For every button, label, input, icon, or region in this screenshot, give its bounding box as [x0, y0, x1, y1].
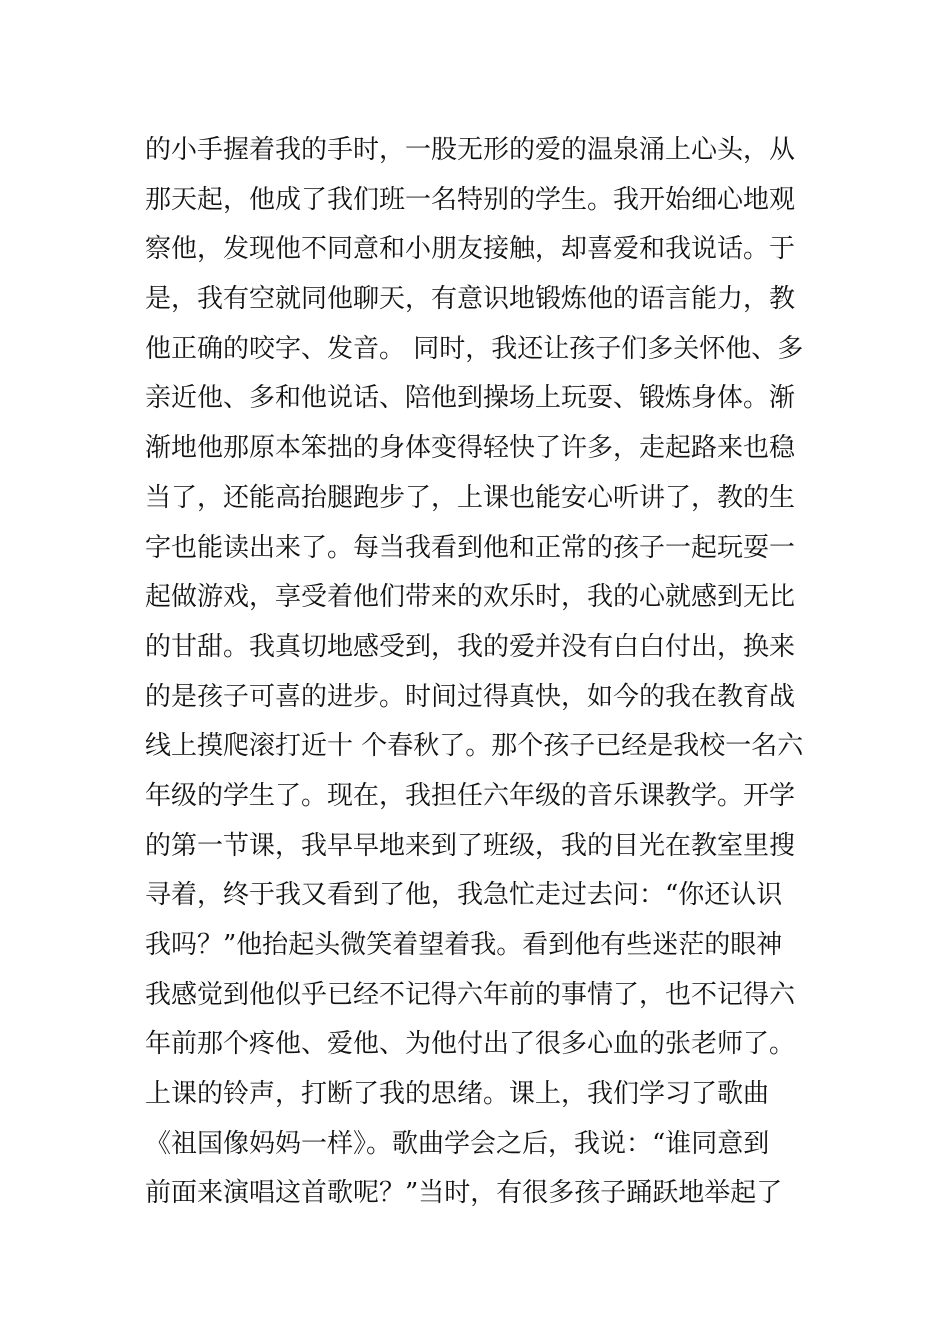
text-line: 的第一节课，我早早地来到了班级，我的目光在教室里搜 [145, 830, 796, 861]
text-line: 他正确的咬字、发音。 同时，我还让孩子们多关怀他、多 [145, 333, 804, 364]
text-line: 年级的学生了。现在，我担任六年级的音乐课教学。开学 [145, 780, 796, 811]
text-line: 寻着，终于我又看到了他，我急忙走过去问：“你还认识 [145, 880, 783, 911]
text-line: 线上摸爬滚打近十 个春秋了。那个孩子已经是我校一名六 [145, 731, 804, 762]
body-text [145, 126, 815, 1219]
text-line: 的甘甜。我真切地感受到，我的爱并没有白白付出，换来 [145, 631, 796, 662]
text-line: 我感觉到他似乎已经不记得六年前的事情了，也不记得六 [145, 979, 796, 1010]
text-line: 是，我有空就同他聊天，有意识地锻炼他的语言能力，教 [145, 284, 796, 315]
text-line: 亲近他、多和他说话、陪他到操场上玩耍、锻炼身体。渐 [145, 383, 796, 414]
text-line: 渐地他那原本笨拙的身体变得轻快了许多，走起路来也稳 [145, 433, 796, 464]
text-line: 字也能读出来了。每当我看到他和正常的孩子一起玩耍一 [145, 532, 796, 563]
text-line: 我吗？”他抬起头微笑着望着我。看到他有些迷茫的眼神 [145, 930, 783, 960]
text-line: 上课的铃声，打断了我的思绪。课上，我们学习了歌曲 [145, 1079, 770, 1110]
text-line: 前面来演唱这首歌呢？”当时，有很多孩子踊跃地举起了 [145, 1178, 783, 1209]
text-line: 察他，发现他不同意和小朋友接触，却喜爱和我说话。于 [145, 234, 796, 265]
text-line: 的是孩子可喜的进步。时间过得真快，如今的我在教育战 [145, 681, 796, 712]
text-line: 《祖国像妈妈一样》。歌曲学会之后，我说：“谁同意到 [145, 1128, 770, 1159]
text-line: 当了，还能高抬腿跑步了，上课也能安心听讲了，教的生 [145, 482, 796, 513]
text-line: 那天起，他成了我们班一名特别的学生。我开始细心地观 [145, 184, 796, 215]
text-line: 起做游戏，享受着他们带来的欢乐时，我的心就感到无比 [145, 582, 796, 613]
text-line: 的小手握着我的手时，一股无形的爱的温泉涌上心头，从 [145, 135, 796, 165]
text-line: 年前那个疼他、爱他、为他付出了很多心血的张老师了。 [145, 1029, 796, 1060]
